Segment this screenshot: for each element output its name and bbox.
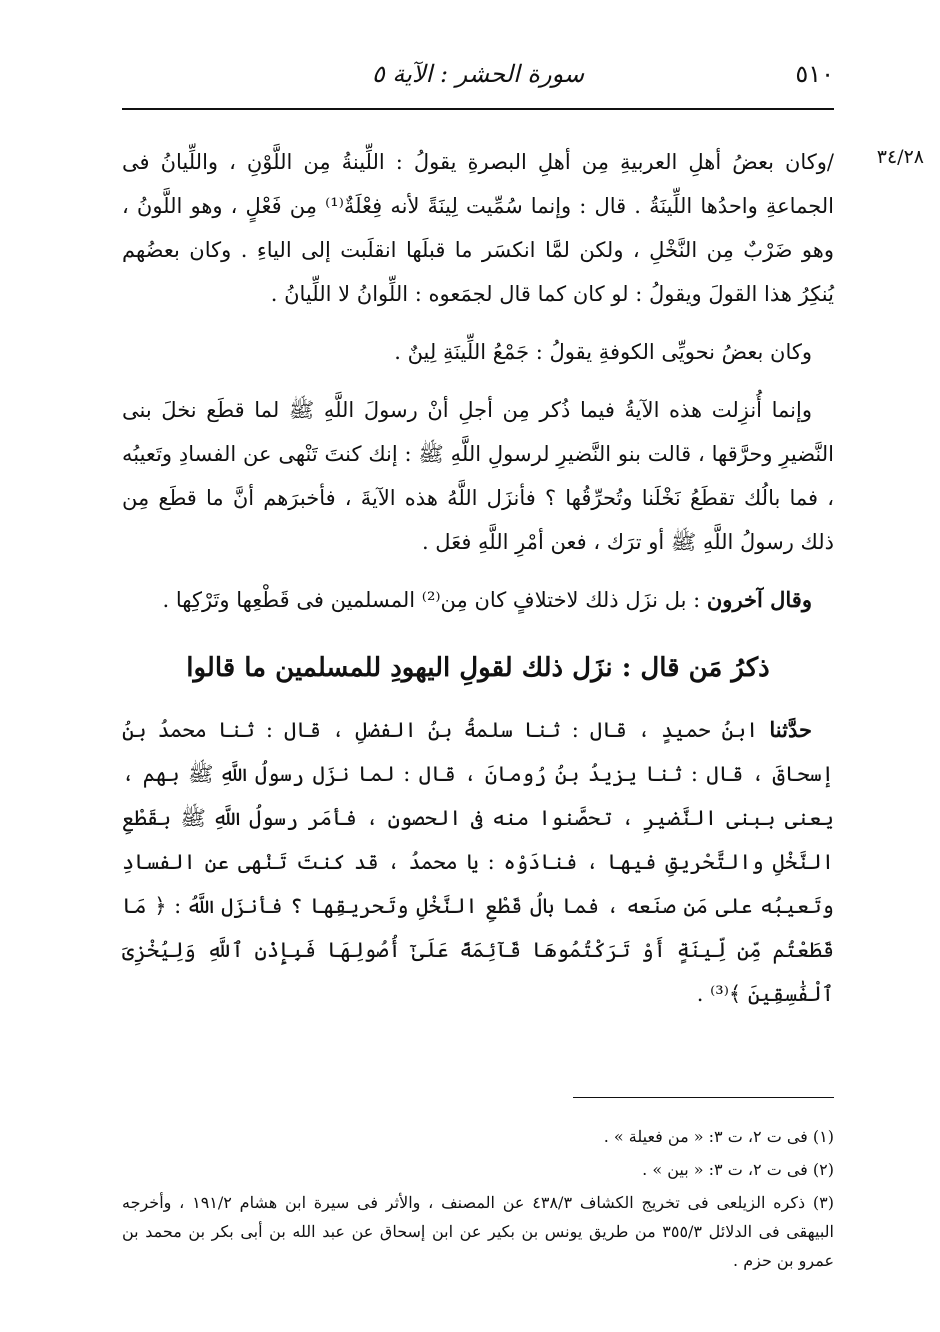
paragraph-lead: وقال آخرون — [706, 587, 812, 612]
header-rule — [122, 108, 834, 110]
running-title: سورة الحشر : الآية ٥ — [371, 60, 585, 88]
paragraph-text: : بل نزَل ذلك لاختلافٍ كان مِن⁽²⁾ المسلمين فى قَطْعِها وتَرْكِها . — [162, 588, 707, 612]
footnote: (١) فى ت ٢، ت ٣: « من فعيلة » . — [603, 1127, 834, 1146]
paragraph-text: ابنُ حميدٍ ، قال : ثنا سلمةُ بنُ الفضلِ ، قال : ثنا محمدُ بنُ إسحاقَ ، قال : ثنا يزيدُ بنُ رُومانَ ، قال : لما نزَل رسولُ اللَّهِ ﷺ بهم ، يعنى ببنى النَّضيرِ ، تحصَّنوا منه فى الحصونِ ، فأمَر رسولُ اللَّهِ ﷺ بقَطْعِ النَّخْلِ والتَّحْريقِ فيها ، فنادَوْه : يا محمدُ ، قد كنتَ تَنْهى عن الفسادِ وتَعيبُه على مَن صنَعه ، فما بالُ قَطْعِ النَّخْلِ وتَحريقِها ؟ فأنزَل اللَّهُ : ﴿ مَا قَطَعْتُم مِّن لِّينَةٍ أَوْ تَرَكْتُمُوهَا قَآئِمَةً عَلَىٰٓ أُصُولِهَا فَبِإِذْنِ ٱللَّهِ وَلِيُخْزِىَ ٱلْفَٰسِقِينَ ﴾⁽³⁾ . — [122, 718, 834, 1006]
section-heading: ذكرُ مَن قال : نزَل ذلك لقولِ اليهودِ للمسلمين ما قالوا — [186, 653, 770, 683]
running-header — [122, 56, 834, 100]
paragraph: /وكان بعضُ أهلِ العربيةِ مِن أهلِ البصرةِ يقولُ : اللِّينةُ مِن اللَّوْنِ ، واللِّيانُ فى الجماعةِ واحدُها اللِّينَةُ . قال : وإنما سُمِّيت لِينَةً لأنه فِعْلَةٌ⁽¹⁾ مِن فَعْلٍ ، وهو اللَّونُ ، وهو ضَرْبٌ مِن النَّخْلِ ، ولكن لمَّا انكسَر ما قبلَها انقلَبت إلى الياءِ . وكان بعضُهم يُنكِرُ هذا القولَ ويقولُ : لو كان كما قال لجمَعوه : اللِّوانُ لا اللِّيانُ . — [122, 150, 835, 306]
paragraph-lead: حدَّثنا — [769, 717, 812, 742]
footnote-rule — [573, 1097, 834, 1098]
footnotes — [122, 1122, 834, 1279]
paragraph: وإنما أُنزِلت هذه الآيةُ فيما ذُكر مِن أجلِ أنْ رسولَ اللَّهِ ﷺ لما قطَع نخلَ بنى النَّضيرِ وحرَّقها ، قالت بنو النَّضيرِ لرسولِ اللَّهِ ﷺ : إنك كنتَ تَنْهى عن الفسادِ وتَعيبُه ، فما بالُك تقطَعُ نَخْلَنا وتُحرِّقُها ؟ فأنزَل اللَّهُ هذه الآيةَ ، فأخبرَهم أنَّ ما قطَع مِن ذلك رسولُ اللَّهِ ﷺ أو ترَك ، فعن أمْرِ اللَّهِ فعَل . — [122, 398, 834, 554]
footnote: (٢) فى ت ٢، ت ٣: « بين » . — [642, 1160, 834, 1179]
footnote: (٣) ذكره الزيلعى فى تخريج الكشاف ٤٣٨/٣ عن المصنف ، والأثر فى سيرة ابن هشام ١٩١/٢ ، وأخرجه البيهقى فى الدلائل ٣٥٥/٣ من طريق يونس بن بكير عن ابن إسحاق عن عبد الله بن أبى بكر بن محمد بن عمرو بن حزم . — [122, 1193, 835, 1270]
page-number: ٥١٠ — [795, 60, 834, 88]
paragraph — [122, 578, 834, 622]
main-text — [122, 140, 834, 1030]
paragraph: وكان بعضُ نحويِّى الكوفةِ يقولُ : جَمْعُ اللِّينَةِ لِينٌ . — [394, 340, 812, 364]
paragraph — [122, 708, 834, 1016]
margin-reference: ٣٤/٢٨ — [876, 146, 924, 168]
